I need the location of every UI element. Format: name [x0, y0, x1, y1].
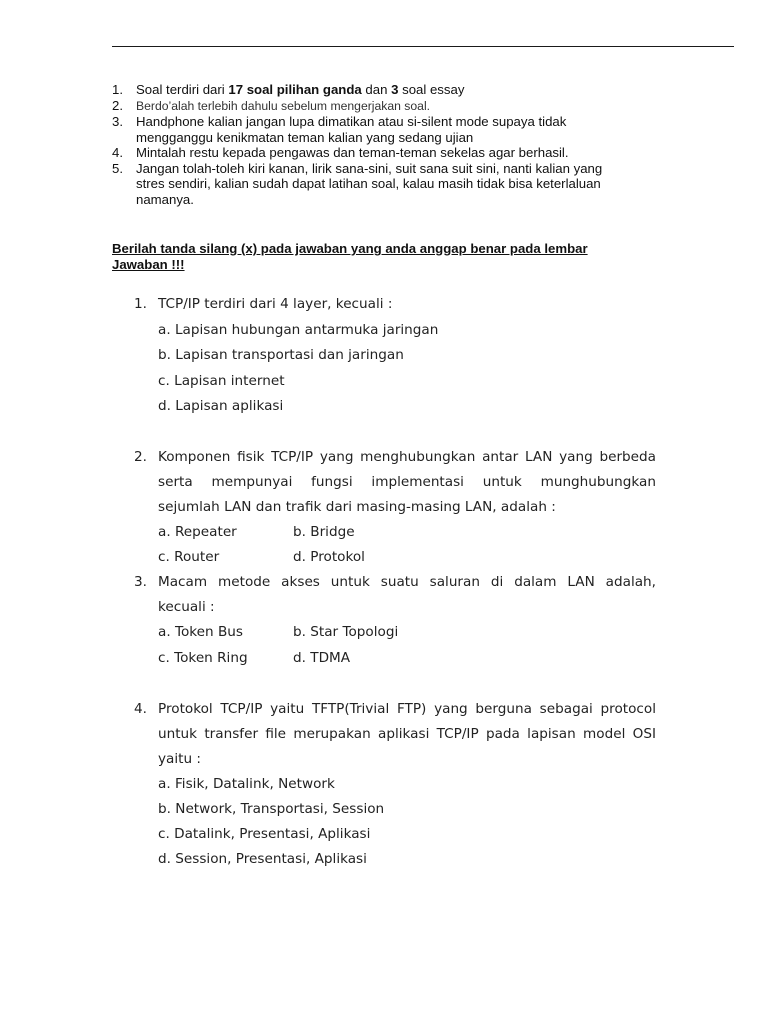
answer-option: b. Star Topologi	[293, 624, 399, 640]
question-text: yaitu :	[158, 751, 201, 767]
rule-bold: 17 soal pilihan ganda	[228, 82, 362, 97]
question-text: Macam metode akses untuk suatu saluran di dalam LAN adalah,	[158, 574, 656, 590]
rule-text: dan	[361, 82, 392, 97]
rule-text: Handphone kalian jangan lupa dimatikan atau si-silent mode supaya tidak	[136, 114, 567, 129]
question-number: 3.	[134, 574, 147, 590]
question-number: 2.	[134, 449, 147, 465]
question-text: serta mempunyai fungsi implementasi untuk munghubungkan	[158, 474, 656, 490]
top-rule	[112, 46, 734, 47]
answer-option: c. Token Ring	[158, 650, 248, 666]
rule-number: 3.	[112, 114, 123, 129]
rule-item	[112, 98, 622, 115]
rule-item	[112, 114, 622, 145]
rule-number: 5.	[112, 160, 123, 176]
rule-item	[112, 161, 622, 208]
rule-text: Berdo’alah terlebih dahulu sebelum mengerjakan soal.	[136, 98, 431, 113]
question-number: 4.	[134, 701, 147, 717]
answer-option: d. Lapisan aplikasi	[158, 398, 284, 414]
question-text: sejumlah LAN dan trafik dari masing-masing LAN, adalah :	[158, 499, 556, 515]
answer-option: d. TDMA	[293, 650, 351, 666]
answer-option: c. Lapisan internet	[158, 373, 285, 389]
answer-option: a. Token Bus	[158, 624, 243, 640]
rule-text: Soal terdiri dari	[136, 82, 229, 97]
answer-option: c. Router	[158, 549, 220, 565]
rule-item	[112, 145, 622, 161]
instruction-line: Jawaban !!!	[112, 256, 185, 272]
question-text: Komponen fisik TCP/IP yang menghubungkan antar LAN yang berbeda	[158, 449, 656, 465]
rule-number: 2.	[112, 97, 123, 113]
rule-text: soal essay	[398, 82, 465, 97]
answer-option: d. Protokol	[293, 549, 365, 565]
question-text: TCP/IP terdiri dari 4 layer, kecuali :	[158, 296, 393, 312]
rule-number: 4.	[112, 145, 123, 160]
instruction-heading	[112, 241, 632, 272]
rule-text: namanya.	[136, 191, 194, 207]
answer-option: d. Session, Presentasi, Aplikasi	[158, 851, 367, 867]
answer-option: b. Bridge	[293, 524, 355, 540]
answer-option: c. Datalink, Presentasi, Aplikasi	[158, 826, 371, 842]
rule-text: Mintalah restu kepada pengawas dan teman-teman sekelas agar berhasil.	[136, 145, 569, 160]
rules-list	[112, 82, 622, 207]
answer-option: a. Repeater	[158, 524, 237, 540]
answer-option: a. Lapisan hubungan antarmuka jaringan	[158, 322, 439, 338]
rule-text: mengganggu kenikmatan teman kalian yang sedang ujian	[136, 129, 474, 145]
answer-option: b. Lapisan transportasi dan jaringan	[158, 347, 404, 363]
rule-text: stres sendiri, kalian sudah dapat latihan soal, kalau masih tidak bisa keterlaluan	[136, 176, 601, 191]
rule-bold: 3	[391, 82, 399, 97]
instruction-line: Berilah tanda silang (x) pada jawaban yang anda anggap benar pada lembar	[112, 241, 588, 256]
rule-text: Jangan tolah-toleh kiri kanan, lirik sana-sini, suit sana suit sini, nanti kalian yang	[136, 160, 603, 176]
question-text: kecuali :	[158, 599, 215, 615]
answer-option: b. Network, Transportasi, Session	[158, 801, 385, 817]
answer-option: a. Fisik, Datalink, Network	[158, 776, 335, 792]
question-number: 1.	[134, 296, 147, 312]
rule-item	[112, 82, 622, 98]
rule-number: 1.	[112, 82, 123, 97]
question-text: untuk transfer file merupakan aplikasi TCP/IP pada lapisan model OSI	[158, 726, 656, 742]
question-text: Protokol TCP/IP yaitu TFTP(Trivial FTP) yang berguna sebagai protocol	[158, 701, 656, 717]
